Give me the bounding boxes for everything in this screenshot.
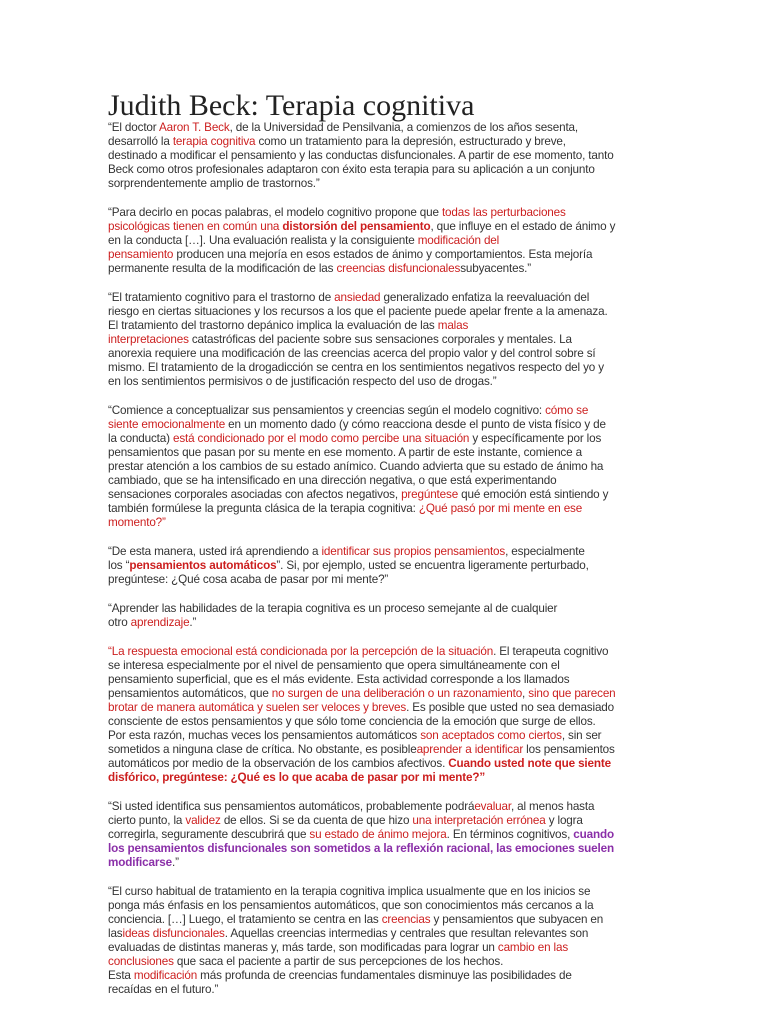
highlighted-link[interactable]: Aaron T. Beck [158,121,230,134]
text-line [108,659,663,673]
quote-paragraph [108,602,663,630]
text-line [108,418,663,432]
quote-paragraph [108,545,663,587]
highlighted-link[interactable]: sino que parecen [528,687,616,700]
text-line [108,135,663,149]
highlighted-link[interactable]: interpretaciones [108,333,189,346]
text-line [108,432,663,446]
highlighted-link[interactable]: aprender a identificar [416,743,524,756]
body-text: ponga más énfasis en los pensamientos automáticos, que son conocimientos más cercanos a la [108,899,594,912]
quote-paragraph [108,291,663,389]
text-line [108,333,663,347]
highlighted-link[interactable]: cambio en las [497,941,569,954]
quote-paragraph [108,206,663,276]
emphasized-text: cuando [573,828,614,841]
emphasized-text: modificarse [108,856,172,869]
body-text: cierto punto, la [108,814,186,827]
text-line [108,460,663,474]
text-line [108,687,663,701]
quote-paragraph [108,121,663,191]
body-text: en la conducta […]. Una evaluación realista y la consiguiente [108,234,418,247]
highlighted-link[interactable]: ¿Qué pasó por mi mente en ese [418,502,583,515]
page-title: Judith Beck: Terapia cognitiva [108,89,475,122]
text-line [108,502,663,516]
text-line [108,177,663,191]
highlighted-link[interactable]: aprendizaje [130,616,190,629]
body-text: se interesa especialmente por el nivel de pensamiento que opera simultáneamente con el [108,659,560,672]
body-text: pensamientos que pasan por su mente en ese momento. A partir de este instante, comience a [108,446,582,459]
highlighted-link[interactable]: creencias disfuncionales [336,262,461,275]
body-text: los “ [108,559,130,572]
body-text: “El curso habitual de tratamiento en la terapia cognitiva implica usualmente que en los inicios se [108,885,591,898]
text-line [108,673,663,687]
text-line [108,573,663,587]
text-line [108,701,663,715]
emphasized-text: los pensamientos disfuncionales son sometidos a la reflexión racional, las emociones suelen [108,842,614,855]
body-text: “El doctor [108,121,159,134]
quote-paragraph [108,800,663,870]
highlighted-link[interactable]: creencias [381,913,431,926]
body-text: recaídas en el futuro.” [108,983,219,996]
body-text: pensamiento superficial, que es el más evidente. Esta actividad corresponde a los llamados [108,673,570,686]
body-text: la conducta) [108,432,173,445]
text-line [108,899,663,913]
body-text: qué emoción está sintiendo y [458,488,609,501]
body-text: las [108,927,123,940]
body-text: anorexia requiere una modificación de las creencias acerca del propio valor y del control sobre sí [108,347,596,360]
highlighted-link[interactable]: psicológicas tienen en común una [108,220,283,233]
body-text: .” [171,856,179,869]
highlighted-link[interactable]: momento?” [108,516,166,529]
highlighted-link[interactable]: cómo se [545,404,589,417]
body-text: , sin ser [561,729,602,742]
text-line [108,446,663,460]
body-text: “De esta manera, usted irá aprendiendo a [108,545,322,558]
highlighted-link[interactable]: pensamientos automáticos [129,559,277,572]
body-text: pensamientos automáticos, que [108,687,272,700]
body-text: como un tratamiento para la depresión, estructurado y breve, [255,135,566,148]
text-line [108,913,663,927]
body-text: automáticos por medio de la observación de los cambios afectivos. [108,757,449,770]
text-line [108,361,663,375]
body-text: riesgo en ciertas situaciones y los recursos a los que el paciente puede apelar frente a la amenaza. [108,305,608,318]
text-line [108,474,663,488]
text-line [108,814,663,828]
body-text: Beck como otros profesionales adaptaron con éxito esta terapia para su aplicación a un conjunto [108,163,595,176]
body-text: “Aprender las habilidades de la terapia cognitiva es un proceso semejante al de cualquier [108,602,558,615]
body-text: y específicamente por los [469,432,602,445]
text-line [108,305,663,319]
body-text: “Comience a conceptualizar sus pensamientos y creencias según el modelo cognitivo: [108,404,546,417]
highlighted-link[interactable]: “ [108,645,112,658]
body-text: , [522,687,529,700]
highlighted-link[interactable]: una interpretación errónea [412,814,546,827]
body-text: , de la Universidad de Pensilvania, a comienzos de los años sesenta, [229,121,578,134]
highlighted-link[interactable]: distorsión del pensamiento [282,220,431,233]
body-text: los pensamientos [523,743,615,756]
body-text: El tratamiento del trastorno depánico implica la evaluación de las [108,319,438,332]
highlighted-link[interactable]: pregúntese [401,488,459,501]
body-text: Por esta razón, muchas veces los pensamientos automáticos [108,729,421,742]
body-text: Esta [108,969,134,982]
body-text: que saca el paciente a partir de sus percepciones de los hechos. [173,955,504,968]
highlighted-link[interactable]: conclusiones [108,955,174,968]
text-line [108,729,663,743]
body-text: cambiado, que se ha intensificado en una dirección negativa, o que está experimentando [108,474,557,487]
quote-paragraph [108,404,663,530]
highlighted-link[interactable]: pensamiento [108,248,174,261]
text-line [108,516,663,530]
highlighted-link[interactable]: La respuesta emocional está condicionada por la percepción de la situación [111,645,494,658]
body-text: . El terapeuta cognitivo [493,645,609,658]
text-line [108,248,663,262]
body-text: , al menos hasta [510,800,595,813]
highlighted-link[interactable]: ansiedad [334,291,381,304]
body-text: sensaciones corporales asociadas con afectos negativos, [108,488,402,501]
highlighted-link[interactable]: Cuando usted note que siente [448,757,611,770]
body-text: prestar atención a los cambios de su estado anímico. Cuando advierta que su estado de ánimo ha [108,460,604,473]
body-text: , que influye en el estado de ánimo y [430,220,616,233]
body-text: “El tratamiento cognitivo para el trastorno de [108,291,335,304]
highlighted-link[interactable]: todas las perturbaciones [441,206,566,219]
body-text: destinado a modificar el pensamiento y las conductas disfuncionales. A partir de ese momento, tanto [108,149,614,162]
body-text: pregúntese: ¿Qué cosa acaba de pasar por mi mente?” [108,573,389,586]
text-line [108,121,663,135]
body-text: desarrolló la [108,135,173,148]
text-line [108,842,663,856]
text-line [108,347,663,361]
text-line [108,163,663,177]
quote-paragraph [108,885,663,997]
body-text: evaluadas de distintas maneras y, más tarde, son modificadas para lograr un [108,941,498,954]
text-line [108,800,663,814]
text-line [108,149,663,163]
text-line [108,602,663,616]
body-text: también formúlese la pregunta clásica de la terapia cognitiva: [108,502,419,515]
body-text: consciente de estos pensamientos y que sólo tome conciencia de la emoción que surge de ellos. [108,715,596,728]
text-line [108,559,663,573]
body-text: . Es posible que usted no sea demasiado [406,701,614,714]
body-text: “Para decirlo en pocas palabras, el modelo cognitivo propone que [108,206,442,219]
body-text: , especialmente [505,545,585,558]
body-text: sometidos a ninguna clase de crítica. No obstante, es posible [108,743,417,756]
highlighted-link[interactable]: identificar sus propios pensamientos [321,545,506,558]
highlighted-link[interactable]: terapia cognitiva [172,135,256,148]
text-line [108,645,663,659]
highlighted-link[interactable]: malas [437,319,469,332]
text-line [108,291,663,305]
body-text: de ellos. Si se da cuenta de que hizo [220,814,413,827]
highlighted-link[interactable]: modificación [133,969,198,982]
body-text: permanente resulta de la modificación de las [108,262,337,275]
highlighted-link[interactable]: modificación del [417,234,500,247]
body-text: subyacentes.” [460,262,531,275]
text-line [108,743,663,757]
body-text: producen una mejoría en esos estados de ánimo y comportamientos. Esta mejoría [173,248,593,261]
text-line [108,856,663,870]
body-text: conciencia. […] Luego, el tratamiento se centra en las [108,913,382,926]
article-body [108,121,663,997]
highlighted-link[interactable]: son aceptados como ciertos [420,729,562,742]
text-line [108,941,663,955]
body-text: y logra [545,814,583,827]
text-line [108,715,663,729]
highlighted-link[interactable]: validez [185,814,221,827]
body-text: generalizado enfatiza la reevaluación del [380,291,590,304]
body-text: en un momento dado (y cómo reacciona desde el punto de vista físico y de [225,418,606,431]
text-line [108,545,663,559]
quote-paragraph [108,645,663,785]
body-text: corregirla, seguramente descubrirá que [108,828,310,841]
text-line [108,885,663,899]
body-text: en los sentimientos permisivos o de justificación respecto del uso de drogas.” [108,375,497,388]
text-line [108,955,663,969]
text-line [108,404,663,418]
highlighted-link[interactable]: está condicionado por el modo como percibe una situación [172,432,470,445]
highlighted-link[interactable]: disfórico, pregúntese: ¿Qué es lo que acaba de pasar por mi mente?” [108,771,486,784]
text-line [108,262,663,276]
body-text: ”. Si, por ejemplo, usted se encuentra ligeramente perturbado, [276,559,589,572]
body-text: y pensamientos que subyacen en [430,913,604,926]
body-text: sorprendentemente amplio de trastornos.” [108,177,320,190]
text-line [108,220,663,234]
body-text: catastróficas del paciente sobre sus sensaciones corporales y mentales. La [188,333,572,346]
text-line [108,983,663,997]
text-line [108,969,663,983]
body-text: “Si usted identifica sus pensamientos automáticos, probablemente podrá [108,800,475,813]
body-text: .” [189,616,197,629]
highlighted-link[interactable]: evaluar [474,800,511,813]
text-line [108,375,663,389]
text-line [108,828,663,842]
text-line [108,234,663,248]
text-line [108,927,663,941]
body-text: . Aquellas creencias intermedias y centrales que resultan relevantes son [224,927,589,940]
text-line [108,757,663,771]
text-line [108,319,663,333]
body-text: otro [108,616,131,629]
body-text: más profunda de creencias fundamentales disminuye las posibilidades de [197,969,572,982]
body-text: mismo. El tratamiento de la drogadicción se centra en los sentimientos negativos respecto del yo y [108,361,604,374]
body-text: . En términos cognitivos, [446,828,574,841]
highlighted-link[interactable]: su estado de ánimo mejora [309,828,447,841]
highlighted-link[interactable]: ideas disfuncionales [122,927,225,940]
highlighted-link[interactable]: siente emocionalmente [108,418,226,431]
text-line [108,488,663,502]
text-line [108,771,663,785]
highlighted-link[interactable]: no surgen de una deliberación o un razonamiento [271,687,523,700]
text-line [108,206,663,220]
highlighted-link[interactable]: brotar de manera automática y suelen ser veloces y breves [108,701,407,714]
text-line [108,616,663,630]
